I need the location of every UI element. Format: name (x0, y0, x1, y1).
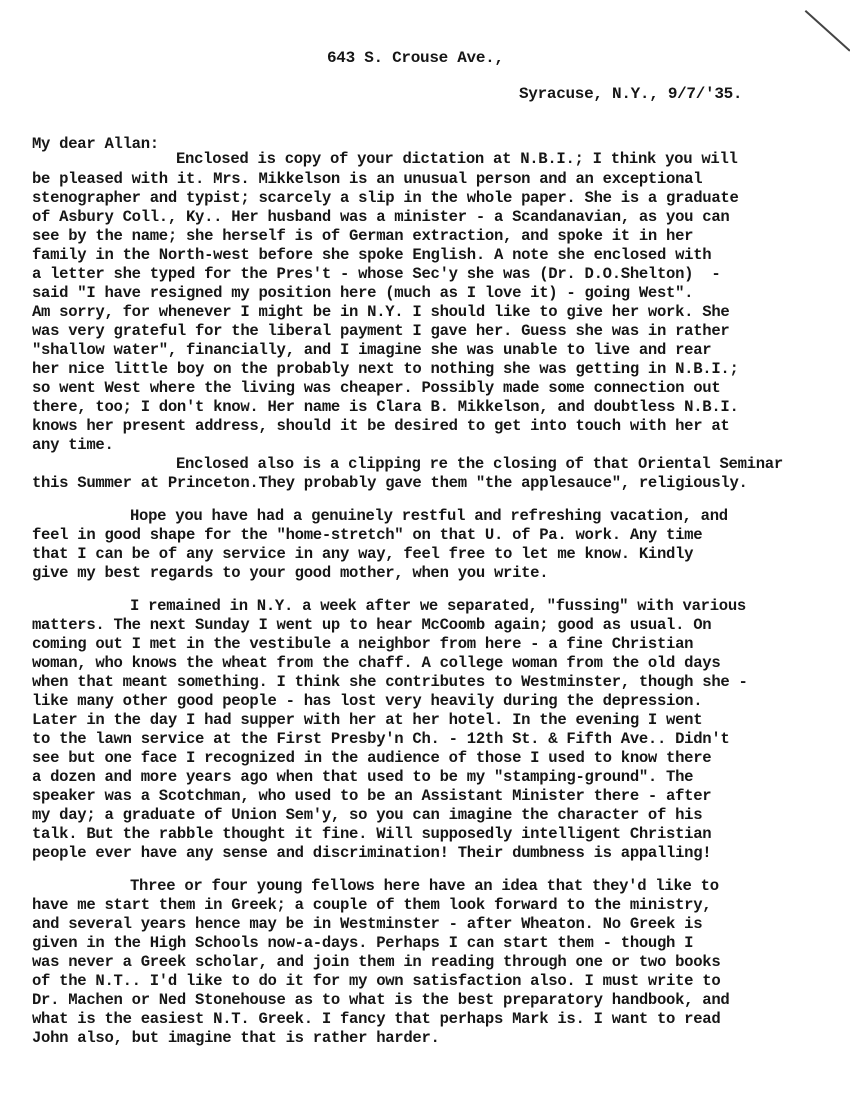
body-line: Enclosed is copy of your dictation at N.B.I.; I think you will (176, 150, 738, 168)
body-line: to the lawn service at the First Presby'n Ch. - 12th St. & Fifth Ave.. Didn't (32, 730, 730, 748)
body-line: have me start them in Greek; a couple of them look forward to the ministry, (32, 896, 712, 914)
body-line: Enclosed also is a clipping re the closing of that Oriental Seminar (176, 455, 783, 473)
body-line: that I can be of any service in any way, feel free to let me know. Kindly (32, 545, 694, 563)
body-line: be pleased with it. Mrs. Mikkelson is an unusual person and an exceptional (32, 170, 703, 188)
address-line: 643 S. Crouse Ave., (327, 49, 504, 67)
body-line: see but one face I recognized in the audience of those I used to know there (32, 749, 712, 767)
body-line: knows her present address, should it be desired to get into touch with her at (32, 417, 730, 435)
body-line: Three or four young fellows here have an idea that they'd like to (130, 877, 719, 895)
body-line: Hope you have had a genuinely restful and refreshing vacation, and (130, 507, 728, 525)
body-line: family in the North-west before she spoke English. A note she enclosed with (32, 246, 712, 264)
body-line: my day; a graduate of Union Sem'y, so you can imagine the character of his (32, 806, 703, 824)
body-line: given in the High Schools now-a-days. Perhaps I can start them - though I (32, 934, 694, 952)
body-line: "shallow water", financially, and I imagine she was unable to live and rear (32, 341, 712, 359)
body-line: a dozen and more years ago when that used to be my "stamping-ground". The (32, 768, 694, 786)
body-line: so went West where the living was cheaper. Possibly made some connection out (32, 379, 721, 397)
body-line: said "I have resigned my position here (much as I love it) - going West". (32, 284, 694, 302)
body-line: of Asbury Coll., Ky.. Her husband was a minister - a Scandanavian, as you can (32, 208, 730, 226)
body-line: see by the name; she herself is of German extraction, and spoke it in her (32, 227, 694, 245)
salutation: My dear Allan: (32, 135, 159, 153)
body-line: matters. The next Sunday I went up to hear McCoomb again; good as usual. On (32, 616, 712, 634)
body-line: Am sorry, for whenever I might be in N.Y. I should like to give her work. She (32, 303, 730, 321)
body-line: of the N.T.. I'd like to do it for my own satisfaction also. I must write to (32, 972, 721, 990)
body-line: any time. (32, 436, 114, 454)
body-line: a letter she typed for the Pres't - whose Sec'y she was (Dr. D.O.Shelton) - (32, 265, 721, 283)
body-line: I remained in N.Y. a week after we separated, "fussing" with various (130, 597, 746, 615)
body-line: woman, who knows the wheat from the chaff. A college woman from the old days (32, 654, 721, 672)
body-line: her nice little boy on the probably next to nothing she was getting in N.B.I.; (32, 360, 739, 378)
body-line: was never a Greek scholar, and join them in reading through one or two books (32, 953, 721, 971)
body-line: people ever have any sense and discrimination! Their dumbness is appalling! (32, 844, 712, 862)
body-line: what is the easiest N.T. Greek. I fancy that perhaps Mark is. I want to read (32, 1010, 721, 1028)
body-line: give my best regards to your good mother, when you write. (32, 564, 549, 582)
body-line: this Summer at Princeton.They probably gave them "the applesauce", religiously. (32, 474, 748, 492)
corner-pen-mark (805, 10, 850, 52)
body-line: when that meant something. I think she contributes to Westminster, though she - (32, 673, 748, 691)
body-line: talk. But the rabble thought it fine. Will supposedly intelligent Christian (32, 825, 712, 843)
body-line: there, too; I don't know. Her name is Clara B. Mikkelson, and doubtless N.B.I. (32, 398, 739, 416)
body-line: and several years hence may be in Westminster - after Wheaton. No Greek is (32, 915, 703, 933)
body-line: like many other good people - has lost very heavily during the depression. (32, 692, 703, 710)
place-date-line: Syracuse, N.Y., 9/7/'35. (519, 85, 743, 103)
body-line: Later in the day I had supper with her at her hotel. In the evening I went (32, 711, 703, 729)
body-line: John also, but imagine that is rather harder. (32, 1029, 440, 1047)
body-line: was very grateful for the liberal payment I gave her. Guess she was in rather (32, 322, 730, 340)
body-line: stenographer and typist; scarcely a slip in the whole paper. She is a graduate (32, 189, 739, 207)
body-line: coming out I met in the vestibule a neighbor from here - a fine Christian (32, 635, 694, 653)
body-line: Dr. Machen or Ned Stonehouse as to what is the best preparatory handbook, and (32, 991, 730, 1009)
body-line: speaker was a Scotchman, who used to be an Assistant Minister there - after (32, 787, 712, 805)
body-line: feel in good shape for the "home-stretch" on that U. of Pa. work. Any time (32, 526, 703, 544)
